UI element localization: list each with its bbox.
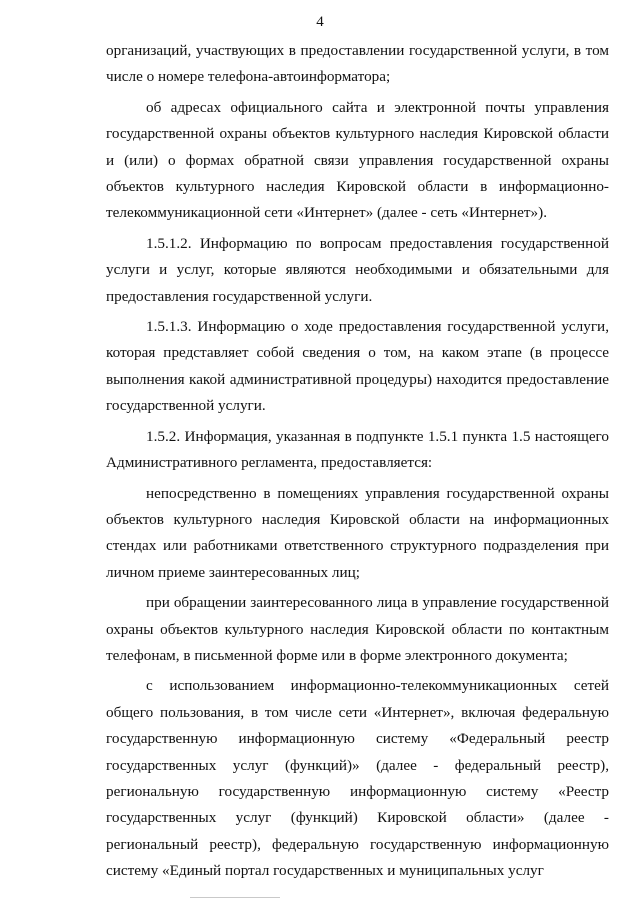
paragraph-1-5-1-2: 1.5.1.2. Информацию по вопросам предоставления государственной услуги и услуг, которые являются необходимыми и обязательными для предоставления государственной услуги. [106, 234, 609, 305]
paragraph-continuation: организаций, участвующих в предоставлении государственной услуги, в том числе о номере телефона-автоинформатора; [106, 42, 609, 86]
paragraph-on-request: при обращении заинтересованного лица в управление государственной охраны объектов культурного наследия Кировской области по контактным телефонам, в письменной форме или в форме электронного документа; [106, 594, 609, 664]
page-number: 4 [316, 14, 324, 30]
paragraph-1-5-2: 1.5.2. Информация, указанная в подпункте 1.5.1 пункта 1.5 настоящего Административного регламента, предоставляется: [106, 427, 609, 472]
paragraph-1-5-1-3: 1.5.1.3. Информацию о ходе предоставления государственной услуги, которая представляет собой сведения о том, на каком этапе (в процессе выполнения какой административной процедуры) находится предоставление государственной услуги. [106, 318, 609, 415]
bottom-scan-line [190, 897, 280, 898]
paragraph-networks: с использованием информационно-телекоммуникационных сетей общего пользования, в том числе сети «Интернет», включая федеральную государственную информационную систему «Федеральный реестр государственных услуг (функций)» (далее - федеральный реестр), региональную государственную информационную систему «Реестр государственных услуг (функций) Кировской области» (далее - региональный реестр), федеральную государственную информационную систему «Единый портал государственных и муниципальных услуг [106, 677, 609, 880]
document-body [106, 38, 609, 885]
paragraph-addresses: об адресах официального сайта и электронной почты управления государственной охраны объектов культурного наследия Кировской области и (или) о формах обратной связи управления государственной охраны объектов культурного наследия Кировской области в информационно-телекоммуникационной сети «Интернет» (далее - сеть «Интернет»). [106, 98, 609, 222]
paragraph-in-premises: непосредственно в помещениях управления государственной охраны объектов культурного наследия Кировской области на информационных стендах или работниками ответственного структурного подразделения при личном приеме заинтересованных лиц; [106, 484, 609, 581]
